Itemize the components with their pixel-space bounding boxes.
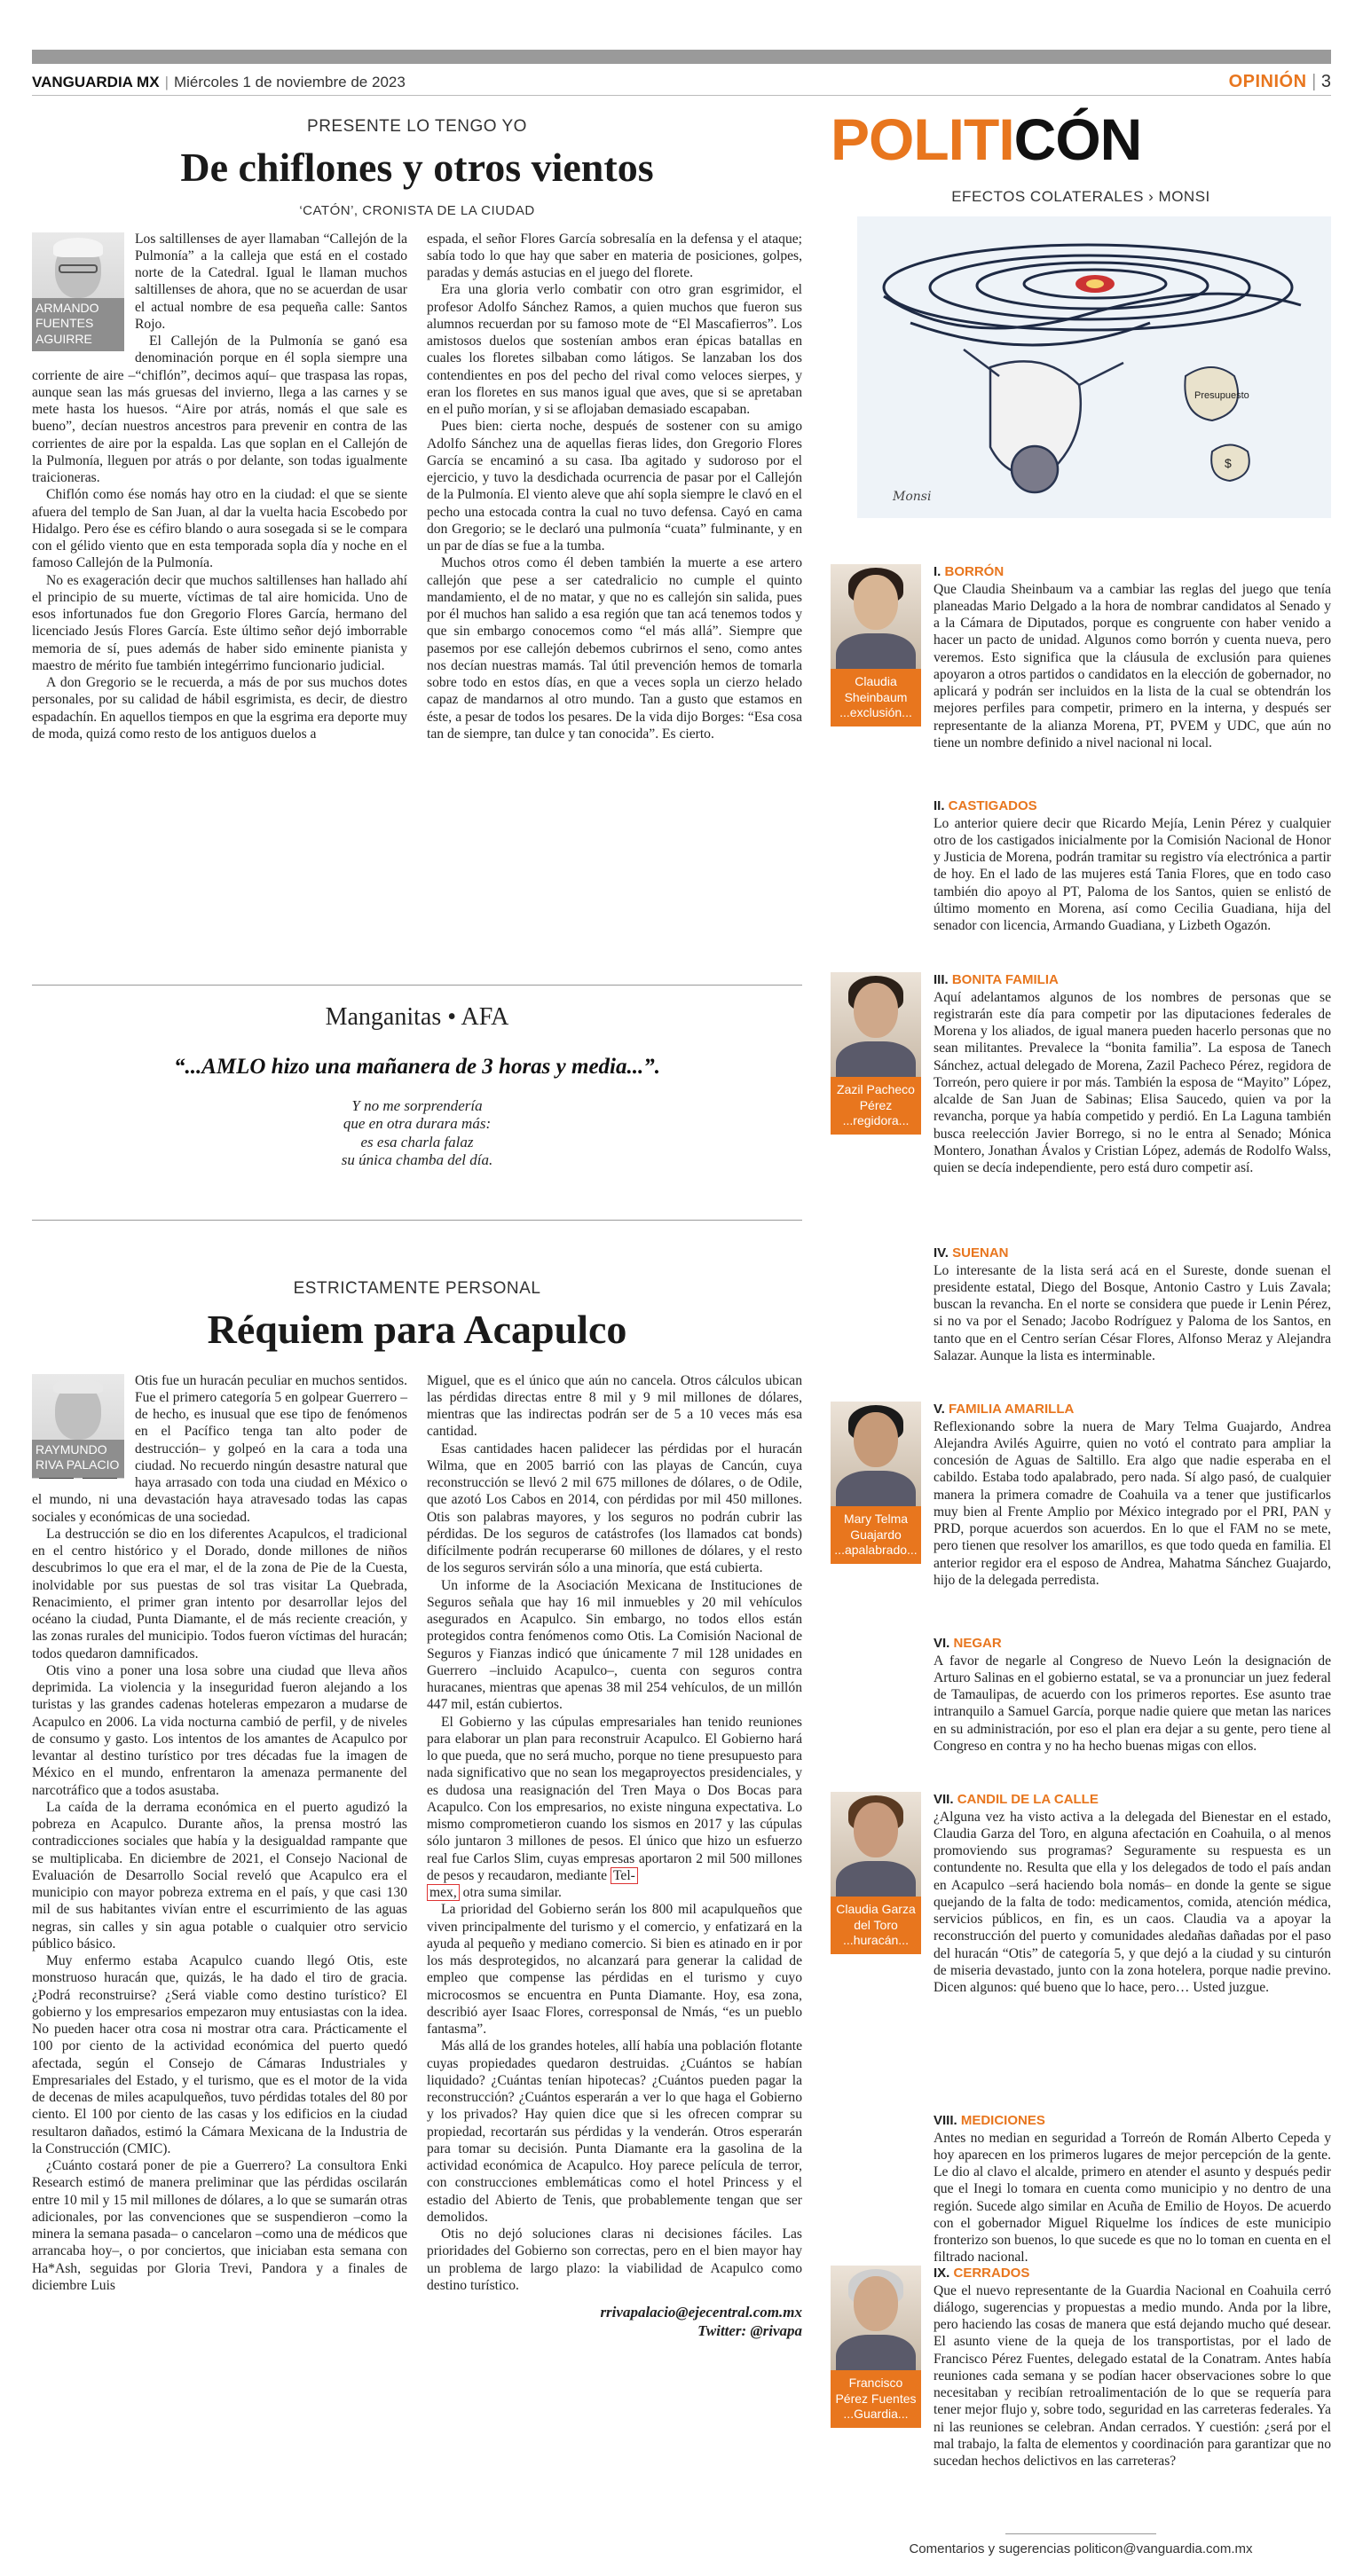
item-body: Antes no median en seguridad a Torreón de Román Alberto Cepeda y hoy aparecen en los primeros lugares de mejor percepción de la gente. Le dio al clavo el alcalde, primero en atender el asunto y después pedir que el Inegi lo tomara en cuenta como municipio y no dentro de una región. Sucede algo similar en Acuña de Emilio de Hoyos. De acuerdo con el gobernador Miguel Riquelme los índices de este municipio fronterizo son buenos, lo que sucede es que no lo toman en cuenta en el filtrado nacional.: [934, 2130, 1331, 2266]
paragraph: Muy enfermo estaba Acapulco cuando llegó Otis, este monstruoso huracán que, quizás, le ha dado el tiro de gracia. ¿Podrá reconstruirse? ¿Será viable como destino turístico? El gobierno y los empresarios empezaron muy entusiastas con la idea. No pueden hacer otra cosa ni mostrar otra cara. Prácticamente el 100 por ciento de la actividad económica del puerto quedó afectada, según el Consejo de Cámaras Industriales y Empresariales del Estado, y el turismo, que es el motor de la vida de decenas de miles acapulqueños, tuvo pérdidas totales del 80 por ciento. El 100 por ciento de las casas y los edificios en la ciudad resultaron dañados, estimó la Cámara Mexicana de la Industria de la Construcción (CMIC).: [32, 1953, 407, 2156]
article1-body: [32, 231, 802, 743]
politicon-logo: POLITICÓN: [831, 106, 1142, 172]
item-text: [934, 1636, 1331, 1755]
item-photo: [831, 564, 921, 669]
verse-line: es esa charla falaz: [360, 1133, 474, 1151]
item-number: II.: [934, 798, 949, 813]
item-number: I.: [934, 564, 945, 579]
politicon-footer-text: Comentarios y sugerencias politicon@vanguardia.com.mx: [909, 2541, 1253, 2556]
article2-headline: Réquiem para Acapulco: [207, 1307, 627, 1352]
item-number: VIII.: [934, 2113, 961, 2128]
item-photo: [831, 1792, 921, 1897]
left-column: [32, 98, 802, 742]
author-contact: [427, 2303, 802, 2341]
header-left: VANGUARDIA MX | Miércoles 1 de noviembre de 2023: [32, 73, 406, 90]
article1-column-2: [427, 231, 802, 743]
paragraph: ¿Cuánto costará poner de pie a Guerrero? La consultora Enki Research estimó de manera preliminar que las pérdidas oscilarán entre 10 mil y 15 mil millones de dólares, a lo que se sumarán otras adicionales, por las convenciones que se suspendieron –como la minera la semana pasada– o cancelaron –como una de médicos que arrancaba hoy–, o por conciertos, que iniciaban esta semana con Ha*Ash, seguidas por Gloria Trevi, Pandora y a finales de diciembre Luis: [32, 2158, 407, 2293]
item-photo-caption: Zazil Pacheco Pérez ...regidora...: [831, 1077, 921, 1135]
cartoon-illustration: [857, 216, 1331, 518]
item-title: NEGAR: [953, 1636, 1002, 1651]
paragraph: Los saltillenses de ayer llamaban “Callejón de la Pulmonía” a la calleja que está en el costado norte de la Catedral. Igual le llaman muchos saltillenses de ahora, que no se acuerdan de usar el actual nombre de esa pequeña calle: Santos Rojo.: [135, 231, 407, 332]
cartoon-signature: Monsi: [893, 490, 932, 504]
item-text: [934, 2113, 1331, 2266]
paper-name: VANGUARDIA MX: [32, 73, 160, 90]
item-title: CERRADOS: [953, 2266, 1030, 2281]
cartoon-bag-label-2: $: [1225, 456, 1232, 470]
item-heading: [934, 564, 1331, 581]
item-thumbnail: [831, 1402, 921, 1564]
article2-column-2: [427, 1372, 802, 2341]
verse-line: Y no me sorprendería: [351, 1097, 483, 1114]
verse-line: que en otra durara más:: [343, 1115, 492, 1133]
manganitas-box: [32, 985, 802, 1221]
item-body: Que Claudia Sheinbaum va a cambiar las reglas del juego que tenía planeadas Mario Delgado a la hora de nombrar candidatos al Senado y a la Cámara de Diputados, porque es congruente con haber venido a hacer un pacto de unidad. Algunos como borrón y cuenta nueva, pero veremos. Esto significa que la cláusula de exclusión para quienes apoyaron a otros partidos o candidatos en la elección de gobernador, no aplicará y podrán ser incluidos en la lista de la cual se obtendrán los mejores perfiles para competir, primero en la interna, y después ser representante de la alianza Morena, PT, PVEM y UDC, que aún no tiene un nombre definido a nivel nacional ni local.: [934, 581, 1331, 750]
author2-caption: RAYMUNDO RIVA PALACIO: [32, 1440, 124, 1478]
item-title: CANDIL DE LA CALLE: [957, 1792, 1099, 1807]
item-body: Aquí adelantamos algunos de los nombres de personas que se registrarán este día para competir por las diputaciones federales de Morena y los aliados, de igual manera pueden hacerlo personas que no sean militantes. Prevalece la “bonita familia”. La esposa de Tanech Sánchez, actual delegado de Morena, Zazil Pacheco Pérez, regidora de Torreón, pero quiere ir por más. También la esposa de “Mayito” López, alcalde de San Juan de Sabinas; Elisa Saucedo, quien va por la revancha, porque ya había competido y perdió. En La Laguna también busca reelección Javier Borrego, si no le entra al Senado; Mónica Montero, Jonathan Ávalos y Cristian López, además de Rodolfo Walss, quien se decía independiente, pero está duro competir así.: [934, 989, 1331, 1176]
manganitas-verse: [32, 1097, 802, 1170]
item-photo-caption: Claudia Garza del Toro ...huracán...: [831, 1897, 921, 1954]
article1-byline: ‘CATÓN’, CRONISTA DE LA CIUDAD: [299, 202, 535, 218]
item-heading: [934, 1636, 1331, 1653]
article1-kicker: PRESENTE LO TENGO YO: [307, 117, 527, 136]
item-text: [934, 1792, 1331, 1996]
manganitas-quote: “...AMLO hizo una mañanera de 3 horas y media...”.: [174, 1055, 660, 1079]
paragraph: Otis fue un huracán peculiar en muchos sentidos. Fue el primero categoría 5 en golpear Guerrero –de hecho, es inusual que ese tipo de fenómenos en el Pacífico tenga tan alto poder de destrucción– y golpeó en la cara a toda una ciudad. No recuerdo ningún desastre natural que haya arrasado con toda una ciudad en México o el mundo, ni una devastación haya atravesado todas las capas sociales y económicas de una sociedad.: [32, 1372, 407, 1525]
item-title: MEDICIONES: [960, 2113, 1045, 2128]
right-column: [831, 98, 1331, 518]
verse-line: su única chamba del día.: [341, 1151, 493, 1169]
author-email: rrivapalacio@ejecentral.com.mx: [600, 2304, 802, 2321]
article2-column-1: [32, 1372, 407, 2341]
article2-body: [32, 1372, 802, 2341]
editorial-cartoon: [857, 216, 1331, 518]
item-body: Reflexionando sobre la nuera de Mary Telma Guajardo, Andrea Alejandra Avilés Aguirre, quien no votó el contrato para ampliar la concesión de Aguas de Saltillo. Era algo que nadie esperaba en el cabildo. Estaba todo apalabrado, pero nada. Sí algo pasó, de cualquier manera la primera comadre de Coahuila va a tener que justificarlos muy bien al Frente Amplio por México integrado por el PRI, PAN y PRD, porque acuerdos son acuerdos. En lo que el FAM no se mete, pero tienen que resolver los amarillos, es que todo queda en familia. El anterior regidor era el esposo de Andrea, Mahatma Sánchez Guajardo, hijo de la delegada perredista.: [934, 1418, 1331, 1588]
author-caption: ARMANDO FUENTES AGUIRRE: [32, 298, 124, 352]
item-heading: [934, 1792, 1331, 1809]
paragraph: No es exageración decir que muchos saltillenses han hallado ahí el principio de su muerte, víctimas de tal aire homicida. Uno de esos infortunados fue don Gregorio Flores García, hermano del licenciado Jesús Flores García. Este último señor dejó imborrable memoria de sí, pues además de haber sido eminente pianista y maestro de mérito fue también integérrimo funcionario judicial.: [32, 572, 407, 673]
article1-headline: De chiflones y otros vientos: [180, 145, 654, 190]
article2-kicker: ESTRICTAMENTE PERSONAL: [293, 1279, 541, 1298]
item-thumbnail: [831, 564, 921, 726]
item-body: A favor de negarle al Congreso de Nuevo León la designación de Arturo Salinas en el gobierno estatal, se va a pronunciar un juez federal de Tamaulipas, de acuerdo con los primeros reportes. Ese asunto trae intranquilo a Samuel García, porque nadie quiere que metan las narices en su administración, por eso el plan era dejar a su gente, pero tiene al Congreso en contra y no ha hecho buenas migas con ellos.: [934, 1653, 1331, 1754]
item-photo: [831, 1402, 921, 1506]
item-thumbnail: [831, 972, 921, 1135]
header-right: OPINIÓN | 3: [1228, 72, 1331, 91]
item-heading: [934, 1245, 1331, 1262]
efectos-colaterales: EFECTOS COLATERALES › MONSI: [951, 188, 1210, 205]
paragraph: espada, el señor Flores García sobresalía en la defensa y el ataque; sabía todo lo que hay que saber en materia de posiciones, golpes, paradas y demás astucias en el juego del florete.: [427, 231, 802, 281]
page-header: [32, 69, 1331, 96]
item-title: BORRÓN: [944, 564, 1005, 579]
item-photo: [831, 972, 921, 1077]
manganitas-title: Manganitas • AFA: [325, 1003, 509, 1031]
item-number: IV.: [934, 1245, 953, 1261]
paragraph: La caída de la derrama económica en el puerto agudizó la pobreza en Acapulco. Durante años, la prensa mostró las contradicciones sociales que había y la desigualdad rampante que se multiplicaba. En diciembre de 2021, el Consejo Nacional de Evaluación de Desarrollo Social reveló que Acapulco era el municipio con mayor pobreza extrema en el país, y que casi 130 mil de sus habitantes vivían entre el escurrimiento de las aguas negras, sin calles y sin agua potable o cualquier otro servicio público básico.: [32, 1799, 407, 1952]
item-body: ¿Alguna vez ha visto activa a la delegada del Bienestar en el estado, Claudia Garza del Toro, en alguna afectación en Coahuila, o al menos promoviendo sus programas? Seguramente su respuesta es un contundente no. Resulta que ella y los delegados de todo el país andan en Acapulco –será haciendo bola nomás– en donde la gente se sigue quejando de la falta de todo: medicamentos, comida, atención médica, servicios públicos, en fin, es un caos. Claudia va a apoyar la reconstrucción del puerto y comunidades aledañas dañadas por el paso del huracán “Otis” de categoría 5, y que dejó a la ciudad y su cinturón de miseria devastado, junto con la zona hotelera, porque nadie previno. Dicen algunos: qué bueno que lo hace, pero… Usted juzgue.: [934, 1809, 1331, 1996]
item-heading: [934, 1402, 1331, 1418]
item-text: [934, 1402, 1331, 1589]
item-text: [934, 1245, 1331, 1364]
item-thumbnail: [831, 2266, 921, 2428]
paragraph: La destrucción se dio en los diferentes Acapulcos, el tradicional en el centro histórico y el Dorado, donde millones de niños descubrimos lo que era el mar, el de la zona de Pie de la Cuesta, inolvidable por sus puestas de sol tras visitar La Quebrada, Renacimiento, el primer gran intento por desarrollar lejos del océano la ciudad, Punta Diamante, el de más reciente creación, y las zonas rurales del municipio. Todos fueron víctimas del huracán; todos quedaron damnificados.: [32, 1526, 407, 1661]
politicon-footer: [831, 2533, 1331, 2556]
article1-column-1: [32, 231, 407, 743]
item-text: [934, 798, 1331, 934]
item-body: Lo anterior quiere decir que Ricardo Mejía, Lenin Pérez y cualquier otro de los castigados inicialmente por la Comisión Nacional de Honor y Justicia de Morena, podrán tramitar su registro vía electrónica a partir de hoy. En el lado de las mujeres está Tania Flores, que en todo caso también dio apoyo al PT, Paloma de los Santos, quien se enlistó de último momento en Morena, así como Cecilia Guadiana, hija del senador con licencia, Armando Guadiana, y Lizbeth Ogazón.: [934, 815, 1331, 934]
author-portrait: [32, 232, 124, 352]
item-number: III.: [934, 972, 952, 987]
author-twitter: Twitter: @rivapa: [697, 2322, 802, 2340]
item-photo-caption: Francisco Pérez Fuentes ...Guardia...: [831, 2370, 921, 2428]
item-number: VI.: [934, 1636, 954, 1651]
paragraph: Un informe de la Asociación Mexicana de Instituciones de Seguros señala que hay 16 mil inmuebles y 20 mil vehículos asegurados en Acapulco. Sin embargo, no todos ellos están protegidos contra fenómenos como Otis. La Comisión Nacional de Seguros y Fianzas indicó que únicamente 7 mil 128 unidades en Guerrero –incluido Acapulco–, cuenta con seguros contra huracanes, mientras que apenas 38 mil 254 vehículos, de un millón 447 mil, están cubiertos.: [427, 1577, 802, 1713]
paragraph: Pues bien: cierta noche, después de sostener con su amigo Adolfo Sánchez una de aquellas fieras lides, don Gregorio Flores García se encaminó a su casa. Iba agitado y sudoroso por el ejercicio, y tuvo la desdichada ocurrencia de pasar por el Callejón de la Pulmonía. El viento aleve que ahí sopla siempre le clavó en el pecho una estocada contra la cual no tuvo defensa. Cayó en cama don Gregorio; se le declaró una pulmonía “cuata” fulminante, y en un par de días se fue a la tumba.: [427, 419, 802, 554]
highlighted-word: Tel-: [611, 1867, 638, 1884]
paragraph: Otis vino a poner una losa sobre una ciudad que lleva años deprimida. La violencia y la inseguridad fueron alejando a los turistas y las grandes cadenas hoteleras empezaron a mudarse de Acapulco en 2006. La vida nocturna cambió de perfil, y de niveles de consumo y gasto. Los intentos de los amantes de Acapulco por levantar al destino turístico por tres décadas fue la imagen de México en el mundo, enfrentaron la amenaza permanente del narcotráfico que a todos asustaba.: [32, 1662, 407, 1798]
page-number: 3: [1320, 72, 1331, 91]
item-photo-caption: Claudia Sheinbaum ...exclusión...: [831, 669, 921, 726]
item-number: VII.: [934, 1792, 957, 1807]
item-text: [934, 972, 1331, 1176]
paragraph: Era una gloria verlo combatir con otro gran esgrimidor, el profesor Adolfo Sánchez Ramos, a quien muchos que fueron sus alumnos recuerdan por su famoso mote de “El Mascafierros”. Los amistosos duelos que sostenían ambos eran épicas batallas en cuales los floretes silbaban como látigos. Se lanzaban los dos contendientes en pos del pecho del rival como veloces sierpes, y eran los floretes en sus manos igual que aves, que si se apretaban en el puño morían, y si se aflojaban demasiado escapaban.: [427, 282, 802, 418]
highlighted-word: mex,: [427, 1884, 460, 1901]
paragraph: La prioridad del Gobierno serán los 800 mil acapulqueños que viven principalmente del turismo y el comercio, y enfatizará en la ayuda al pequeño y mediano comercio. Si bien es atinado en ir por los más desprotegidos, no alcanzará para generar la calidad de empleo que compense las pérdidas en el turismo y cuyo microcosmos se encuentra en Punta Diamante. Hoy, esa zona, describió ayer Isaac Flores, corresponsal de Nmás, “es un pueblo fantasma”.: [427, 1902, 802, 2038]
paragraph: Chiflón como ése nomás hay otro en la ciudad: el que se siente afuera del templo de San Juan, al dar la vuelta hacia Escobedo por Hidalgo. Pero ése es céfiro blando o aura sosegada si se le compara con el gélido viento que en esta temporada sopla día y noche en el famoso Callejón de la Pulmonía.: [32, 487, 407, 571]
item-body: Lo interesante de la lista será acá en el Sureste, donde suenan el presidente estatal, Diego del Bosque, Antonio Castro y Luis Zavala; buscan la revancha. En el norte se considera que puede ir Lenin Pérez, si no va por el Senado; Jacobo Rodríguez y Paloma de los Santos, en tanto que en el Centro serían César Flores, Alfonso Meraz y Alejandra Salazar. Aunque la lista es interminable.: [934, 1262, 1331, 1363]
item-number: V.: [934, 1402, 949, 1417]
author2-portrait: [32, 1374, 124, 1478]
item-text: [934, 564, 1331, 751]
item-body: Que el nuevo representante de la Guardia Nacional en Coahuila cerró diálogo, sugerencias y propuestas a medio mundo. Anda por la libre, pero haciendo las cosas de manera que está dejando mucho qué desear. El asunto viene de la queja de los transportistas, por el lado de Francisco Pérez Fuentes, delegado estatal de la Conatram. Antes había reuniones cada semana y se podían hacer observaciones sobre lo que necesitaban y recibían retroalimentación de lo que se requería para tener mejor flujo y, sobre todo, seguridad en las carreteras federales. Ya ni las reuniones se celebran. Andan cerrados. Y cuestión: ¿será por el mal trabajo, la falta de elementos y coordinación para garantizar que no sucedan hechos delictivos en las carreteras?: [934, 2282, 1331, 2470]
item-heading: [934, 2113, 1331, 2130]
item-number: IX.: [934, 2266, 954, 2281]
section-name: OPINIÓN: [1228, 72, 1307, 91]
paragraph: Miguel, que es el único que aún no cancela. Otros cálculos ubican las pérdidas directas entre 8 mil y 9 mil millones de dólares, mientras que las indirectas podrán ser de 5 a 10 veces más esa cantidad.: [427, 1372, 802, 1440]
item-thumbnail: [831, 1792, 921, 1954]
item-text: [934, 2266, 1331, 2470]
paragraph: A don Gregorio se le recuerda, a más de por sus muchos dotes personales, por su calidad de hábil esgrimista, es decir, de diestro espadachín. En aquellos tiempos en que la esgrima era deporte muy de moda, quizá como resto de los antiguos duelos a: [32, 675, 407, 742]
issue-date: Miércoles 1 de noviembre de 2023: [173, 73, 406, 90]
top-gray-bar: [32, 50, 1331, 64]
item-heading: [934, 972, 1331, 989]
paragraph: Muchos otros como él deben también la muerte a ese artero callejón que pese a ser catedralicio no cumple el quinto mandamiento, el de no matar, y que no es callejón sin salida, pues por él muchos han salido a esa región que tan acá tenemos todos y que sin embargo conocemos como “el más allá”. Siempre que pasemos por ese callejón debemos cubrirnos el seno, como antes nos decían nuestras mamás. Tal útil prevención hemos de tomarla sobre todo en estos días, en que a veces sopla un cierzo helado capaz de mandarnos al otro mundo. Tan a gusto que estamos en éste, a pesar de todos los pesares. De la vida dijo Borges: “Esa cosa tan de siempre, tan dulce y tan conocida”. Es cierto.: [427, 555, 802, 742]
item-heading: [934, 798, 1331, 815]
item-title: CASTIGADOS: [948, 798, 1037, 813]
item-photo-caption: Mary Telma Guajardo ...apalabrado...: [831, 1506, 921, 1564]
item-heading: [934, 2266, 1331, 2282]
paragraph: El Callejón de la Pulmonía se ganó esa denominación porque en él sopla siempre una corriente de aire –“chiflón”, decimos aquí– que traspasa las ropas, aunque sean las más gruesas del invierno, llega a las carnes y se mete hasta los huesos. “Aire por atrás, nomás el que sale es bueno”, decían nuestros ancestros para prevenir en contra de las corrientes de aire por la espalda. Las que soplan en el Callejón de la Pulmonía, lleguen por atrás o por delante, son todas igualmente traicioneras.: [32, 334, 407, 486]
item-title: BONITA FAMILIA: [951, 972, 1059, 987]
article2-block: [32, 1260, 802, 2341]
paragraph: Esas cantidades hacen palidecer las pérdidas por el huracán Wilma, que en 2005 barrió con las playas de Cancún, cuya reconstrucción se llevó 2 mil 675 millones de dólares, o de Odile, que azotó Los Cabos en 2014, con pérdidas por mil 450 millones. Otis son palabras mayores, y los seguros no podrán cubrir las pérdidas. De los seguros de catástrofes (los llamados cat bonds) difícilmente podrán recuperarse 60 millones de dólares, y el resto de los seguros servirán sólo a una minoría, que está cubierta.: [427, 1441, 802, 1576]
item-title: FAMILIA AMARILLA: [948, 1402, 1075, 1417]
cartoon-bag-label: Presupuesto: [1194, 390, 1249, 401]
paragraph: Otis no dejó soluciones claras ni decisiones fáciles. Las prioridades del Gobierno son correctas, pero en el bien mayor hay un problema de largo plazo: la viabilidad de Acapulco como destino turístico.: [427, 2227, 802, 2293]
paragraph: El Gobierno y las cúpulas empresariales han tenido reuniones para elaborar un plan para reconstruir Acapulco. El Gobierno hará lo que pueda, que no será mucho, porque no tiene presupuesto para nada significativo que no sean los megaproyectos presidenciales, y es dudosa una reasignación del Tren Maya o Dos Bocas para Acapulco. Con los empresarios, no existe ninguna expectativa. Lo mismo comprometieron cuando los sismos en 2017 y las cúpulas sólo juntaron 3 millones de pesos. El único que hizo un esfuerzo real fue Carlos Slim, cuyas empresas aportaron 2 mil 500 millones de pesos y recaudaron, mediante Tel-: [427, 1714, 802, 1883]
item-title: SUENAN: [952, 1245, 1009, 1261]
paragraph: mex, otra suma similar.: [427, 1884, 802, 1901]
paragraph: Más allá de los grandes hoteles, allí había una población flotante cuyas propiedades quedaron destruidas. ¿Cuántos se habían liquidado? ¿Cuántas tenían hipotecas? ¿Cuántos pueden pagar la reconstrucción? ¿Cuántos esperarán a ver lo que haga el Gobierno y los privados? Hay quien dice que si les ofrecen comprar su propiedad, recortarán sus pérdidas y la venderán. Otros esperarán para tomar su decisión. Punta Diamante era la gasolina de la actividad económica de Acapulco. Hoy parece película de terror, con construcciones emblemáticas como el hotel Princess y el estadio del Abierto de Tenis, que probablemente tengan que ser demolidos.: [427, 2038, 802, 2225]
item-photo: [831, 2266, 921, 2370]
